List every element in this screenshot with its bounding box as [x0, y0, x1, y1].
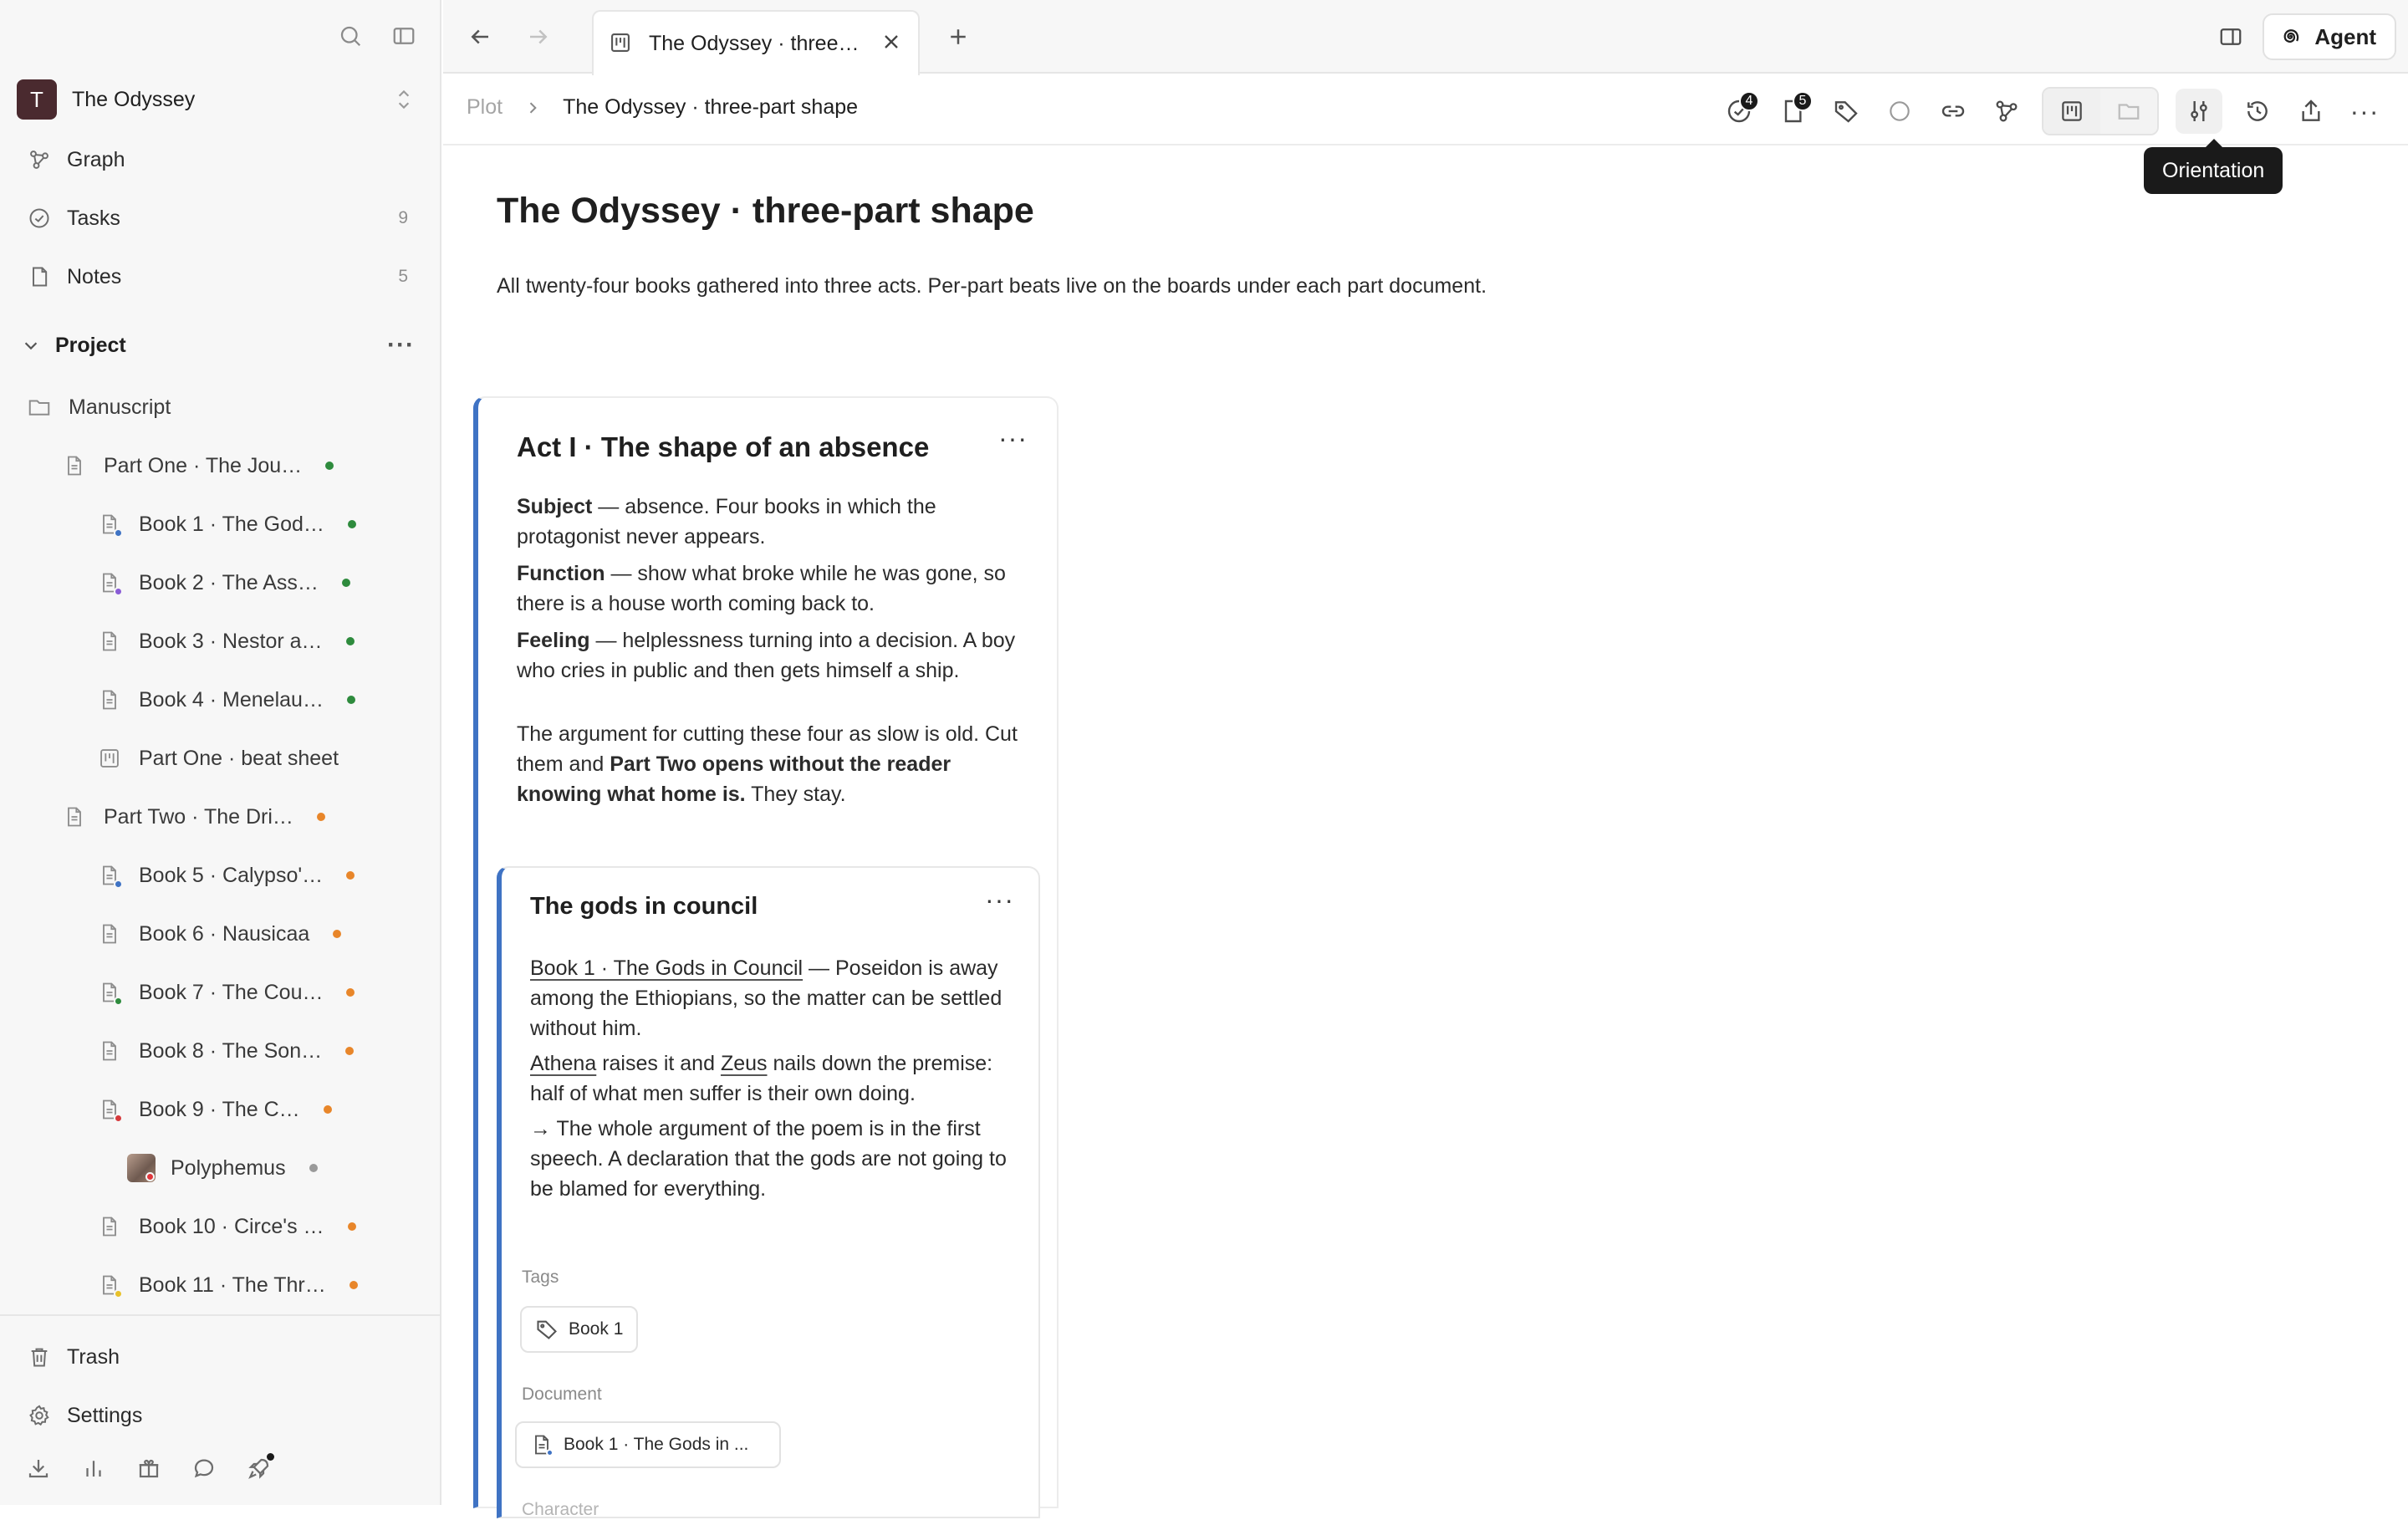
tab-active-document[interactable] — [592, 10, 920, 75]
chat-icon[interactable] — [189, 1453, 219, 1483]
spiral-icon — [2278, 24, 2303, 49]
back-button[interactable] — [462, 18, 498, 55]
color-badge — [114, 587, 123, 596]
board-icon — [95, 744, 124, 773]
folder-view-icon[interactable] — [2100, 89, 2157, 134]
beat-line-2 — [530, 1048, 1023, 1109]
topbar-actions — [2212, 13, 2396, 60]
share-icon[interactable] — [2293, 89, 2329, 134]
tags-label: Tags — [522, 1268, 559, 1287]
notes-count: 5 — [398, 267, 408, 286]
document-icon — [95, 569, 124, 597]
forward-button[interactable] — [520, 18, 557, 55]
chevron-down-icon — [22, 336, 43, 354]
status-dot — [346, 871, 355, 880]
tree-item[interactable] — [95, 854, 355, 896]
status-dot — [348, 1222, 356, 1231]
tree-item[interactable] — [95, 972, 355, 1013]
tree-item[interactable] — [95, 913, 341, 955]
more-icon[interactable]: ··· — [387, 331, 415, 359]
search-icon[interactable] — [336, 22, 365, 50]
subject-label: Subject — [517, 495, 593, 518]
status-dot — [324, 1105, 332, 1114]
tree-item-label: Manuscript — [69, 395, 171, 419]
tree-item[interactable] — [25, 386, 171, 428]
gear-icon — [25, 1401, 54, 1430]
chevron-up-down-icon — [393, 87, 415, 112]
graph-icon[interactable] — [1988, 89, 2025, 134]
sidebar-item-label: Notes — [67, 264, 122, 288]
sidebar-item-trash[interactable] — [25, 1336, 423, 1378]
tasks-count: 9 — [398, 208, 408, 227]
sidebar-item-label: Graph — [67, 147, 125, 171]
tag-label: Book 1 — [569, 1319, 624, 1339]
document-chip-label: Book 1 · The Gods in ... — [564, 1435, 749, 1454]
color-badge — [114, 528, 123, 538]
status-dot — [309, 1164, 318, 1172]
tree-item[interactable] — [127, 1147, 318, 1189]
character-thumbnail — [127, 1154, 156, 1182]
orientation-sliders-icon[interactable] — [2176, 89, 2222, 134]
feeling-label: Feeling — [517, 629, 590, 652]
tag-icon[interactable] — [1828, 89, 1865, 134]
document-icon — [95, 920, 124, 948]
function-line — [517, 559, 1035, 619]
tree-item[interactable] — [95, 1206, 356, 1247]
status-dot — [345, 1047, 354, 1055]
sidebar-item-tasks[interactable] — [25, 197, 423, 239]
view-mode-toggle — [2042, 87, 2159, 135]
gift-icon[interactable] — [134, 1453, 164, 1483]
tree-item-label: Book 6 · Nausicaa — [139, 921, 310, 946]
document-icon — [95, 978, 124, 1007]
link-icon[interactable] — [1935, 89, 1972, 134]
tree-item-label: Book 8 · The Son… — [139, 1038, 323, 1063]
document-icon — [60, 803, 89, 831]
agent-label: Agent — [2314, 23, 2376, 49]
document-color-badge — [546, 1449, 554, 1456]
tree-item-label: Book 11 · The Thr… — [139, 1273, 326, 1297]
function-label: Function — [517, 562, 605, 585]
board-view-icon[interactable] — [2043, 89, 2100, 134]
stats-icon[interactable] — [79, 1453, 109, 1483]
color-badge — [114, 997, 123, 1006]
tree-item[interactable] — [60, 796, 325, 838]
tree-item-label: Book 5 · Calypso'… — [139, 863, 324, 887]
tree-item-label: Book 2 · The Ass… — [139, 570, 319, 594]
beat-text-2a: raises it and — [596, 1052, 721, 1075]
tree-item[interactable] — [95, 503, 356, 545]
page-description[interactable]: All twenty-four books gathered into three acts. Per-part beats live on the boards under each part document. — [497, 274, 1487, 298]
tasks-tool[interactable] — [1721, 89, 1758, 134]
breadcrumb-parent[interactable]: Plot — [467, 95, 503, 119]
close-icon[interactable] — [880, 30, 903, 54]
color-badge — [114, 1114, 123, 1123]
color-badge — [114, 880, 123, 889]
status-dot — [346, 988, 355, 997]
tree-item-label: Polyphemus — [171, 1155, 286, 1180]
document-toolbar — [443, 75, 2408, 145]
tree-item[interactable] — [60, 445, 334, 487]
document-icon — [60, 451, 89, 480]
beat-text-2b: nails down the premise: half of what men suffer is their own doing. — [530, 1052, 993, 1105]
sidebar-item-notes[interactable] — [25, 256, 423, 298]
act-title[interactable]: Act I · The shape of an absence — [517, 431, 930, 462]
subject-line — [517, 492, 1035, 552]
status-dot — [342, 579, 350, 587]
rocket-icon[interactable] — [244, 1453, 274, 1483]
tree-item-label: Book 4 · Menelau… — [139, 687, 324, 712]
graph-icon — [25, 145, 54, 174]
tree-item[interactable] — [95, 562, 350, 604]
sidebar-item-graph[interactable] — [25, 139, 423, 181]
status-dot — [349, 1281, 358, 1289]
character-label: Character — [522, 1500, 599, 1519]
download-icon[interactable] — [23, 1453, 54, 1483]
argument-emphasis: Part Two opens without the reader knowing what home is. — [517, 752, 951, 806]
tree-item-label: Book 10 · Circe's … — [139, 1214, 324, 1238]
document-icon — [95, 510, 124, 538]
tag-icon — [535, 1318, 559, 1341]
status-dot — [347, 696, 355, 704]
book-link[interactable]: Book 1 · The Gods in Council — [530, 956, 804, 980]
notes-tool[interactable] — [1774, 89, 1811, 134]
document-icon — [95, 861, 124, 890]
orientation-tooltip: Orientation — [2144, 147, 2283, 194]
document-icon — [95, 627, 124, 655]
project-section-header[interactable] — [22, 324, 423, 366]
zeus-link[interactable]: Zeus — [720, 1052, 768, 1075]
trash-icon — [25, 1343, 54, 1371]
sidebar-bottom-toolbar — [23, 1453, 274, 1483]
document-icon — [95, 1212, 124, 1241]
tree-item[interactable] — [95, 679, 355, 721]
color-badge — [114, 1289, 123, 1298]
sidebar — [0, 0, 441, 1505]
feeling-line — [517, 625, 1035, 686]
status-dot — [317, 813, 325, 821]
beat-title[interactable]: The gods in council — [530, 893, 758, 920]
document-icon — [530, 1433, 554, 1456]
more-icon[interactable]: ··· — [998, 423, 1028, 453]
sidebar-item-label: Settings — [67, 1403, 143, 1427]
argument-ending: They stay. — [745, 783, 846, 806]
sidebar-item-settings[interactable] — [25, 1395, 423, 1436]
tree-item[interactable] — [95, 620, 355, 662]
check-circle-icon — [25, 204, 54, 232]
tree-item-label: Part Two · The Dri… — [104, 804, 293, 829]
tree-item-label: Book 7 · The Cou… — [139, 980, 324, 1004]
breadcrumb — [467, 95, 858, 120]
tree-item-label: Book 9 · The C… — [139, 1097, 300, 1121]
document-tools — [1721, 87, 2383, 135]
new-tab-button[interactable] — [940, 18, 977, 55]
sidebar-toggle-icon[interactable] — [390, 22, 418, 50]
folder-icon — [25, 393, 54, 421]
beat-text-1: — Poseidon is away among the Ethiopians, so the matter can be settled without him. — [530, 956, 1002, 1040]
beat-card[interactable] — [497, 866, 1040, 1518]
function-text: — show what broke while he was gone, so there is a house worth coming back to. — [517, 562, 1006, 615]
notification-dot — [267, 1453, 274, 1461]
tree-item-label: Part One · beat sheet — [139, 746, 339, 770]
act-card[interactable] — [473, 396, 1059, 1519]
tree-item-label: Book 3 · Nestor a… — [139, 629, 323, 653]
agent-button[interactable] — [2263, 13, 2396, 60]
note-icon — [25, 263, 54, 291]
workspace-switcher[interactable] — [17, 79, 425, 120]
breadcrumb-current: The Odyssey · three-part shape — [563, 95, 859, 119]
athena-link[interactable]: Athena — [530, 1052, 597, 1075]
tab-label: The Odyssey · three… — [649, 31, 860, 55]
status-circle-icon[interactable] — [1881, 89, 1918, 134]
tree-item[interactable] — [95, 1264, 358, 1306]
status-dot — [333, 930, 341, 938]
beat-line-1 — [530, 953, 1023, 1043]
act-body[interactable] — [517, 492, 1035, 816]
project-label: Project — [55, 333, 126, 357]
workspace-avatar: T — [17, 79, 57, 120]
tree-item[interactable] — [95, 1030, 354, 1072]
tab-bar — [443, 0, 2408, 74]
tag-chip[interactable] — [520, 1306, 638, 1353]
workspace-name: The Odyssey — [72, 87, 196, 111]
tree-item[interactable] — [95, 737, 339, 779]
tasks-badge: 4 — [1739, 91, 1759, 111]
more-icon[interactable]: ··· — [985, 885, 1014, 915]
argument-paragraph — [517, 719, 1035, 809]
tree-item-label: Part One · The Jou… — [104, 453, 303, 477]
document-icon — [95, 1095, 124, 1124]
beat-body[interactable] — [530, 953, 1023, 1209]
document-icon — [95, 1037, 124, 1065]
status-dot — [346, 637, 355, 645]
more-icon[interactable]: ··· — [2349, 95, 2380, 126]
status-dot — [325, 462, 334, 470]
page-title: The Odyssey · three-part shape — [497, 191, 1034, 231]
status-dot — [348, 520, 356, 528]
notes-badge: 5 — [1793, 91, 1813, 111]
document-chip[interactable] — [515, 1421, 781, 1468]
split-view-icon[interactable] — [2212, 14, 2249, 59]
subject-text: — absence. Four books in which the protagonist never appears. — [517, 495, 936, 548]
argument-text: The argument for cutting these four as slow is old. Cut them and — [517, 722, 1018, 776]
tree-item-label: Book 1 · The God… — [139, 512, 324, 536]
sidebar-item-label: Trash — [67, 1344, 120, 1369]
sidebar-top-icons — [336, 22, 418, 50]
feeling-text: — helplessness turning into a decision. A boy who cries in public and then gets himself a ship. — [517, 629, 1016, 682]
chevron-right-icon — [524, 99, 541, 116]
document-icon — [95, 686, 124, 714]
history-icon[interactable] — [2239, 89, 2276, 134]
document-icon — [95, 1271, 124, 1299]
tree-item[interactable] — [95, 1089, 332, 1130]
board-icon — [609, 31, 634, 56]
beat-line-3: → The whole argument of the poem is in the first speech. A declaration that the gods are not going to be blamed for everything. — [530, 1117, 1007, 1201]
document-label: Document — [522, 1385, 602, 1404]
sidebar-item-label: Tasks — [67, 206, 120, 230]
divider — [0, 1314, 440, 1316]
